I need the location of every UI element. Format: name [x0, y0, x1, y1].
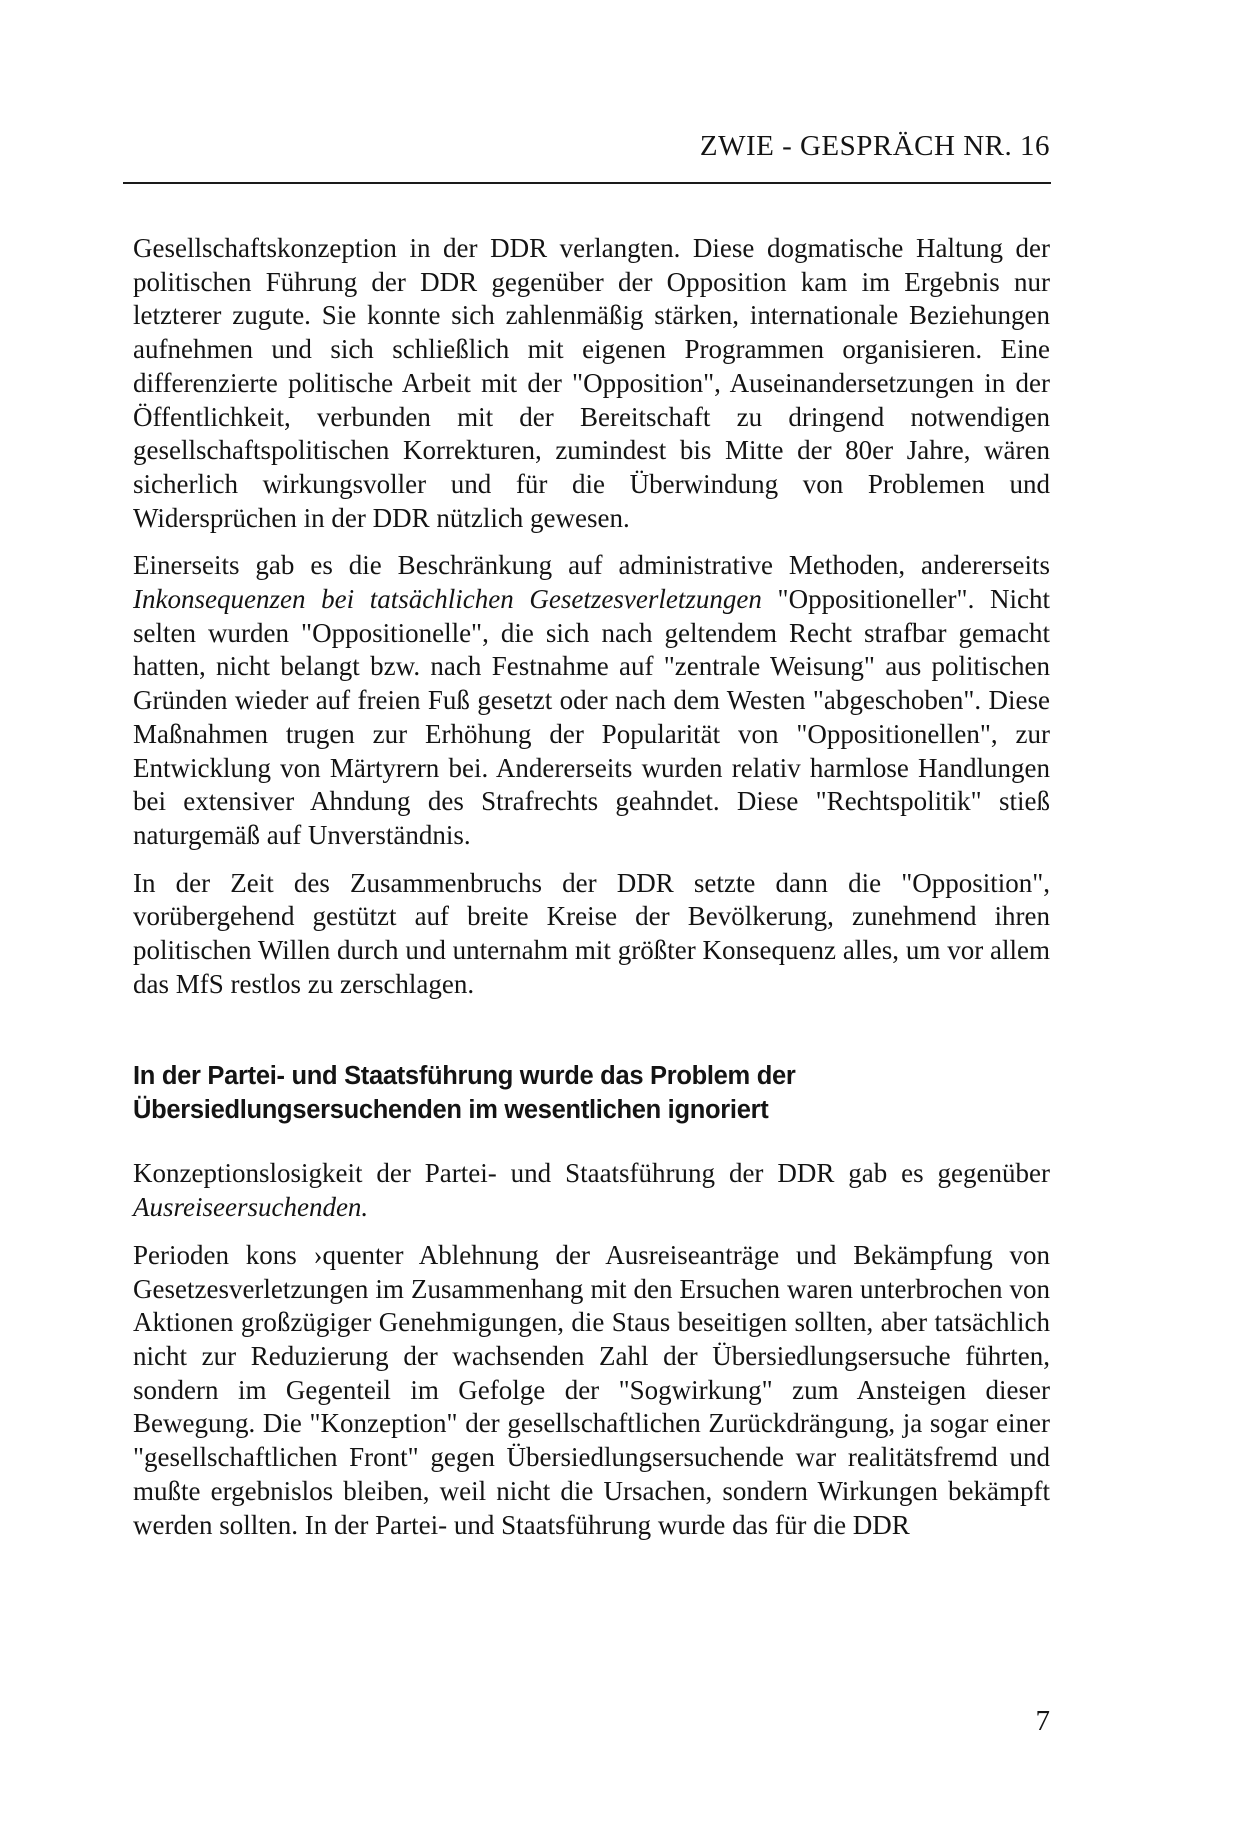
paragraph-4-text: Konzeptionslosigkeit der Partei- und Staatsführung der DDR gab es gegenüber — [133, 1158, 1050, 1189]
running-head: ZWIE - GESPRÄCH NR. 16 — [699, 130, 1050, 162]
paragraph-4 — [133, 1157, 1050, 1224]
paragraph-3: In der Zeit des Zusammenbruchs der DDR setzte dann die "Opposition", vorübergehend gestützt auf breite Kreise der Bevölkerung, zunehmend ihren politischen Willen durch und unternahm mit größter Konsequenz alles, um vor allem das MfS restlos zu zerschlagen. — [133, 867, 1050, 999]
page-number: 7 — [1035, 1705, 1050, 1737]
paragraph-4-italic: Ausreiseersuchenden. — [133, 1192, 369, 1223]
section-heading-line-1: In der Partei- und Staatsführung wurde das Problem der — [133, 1062, 796, 1091]
paragraph-2-italic: Inkonsequenzen bei tatsächlichen Gesetzesverletzungen — [133, 584, 762, 615]
section-heading — [133, 1059, 1050, 1127]
body-text — [133, 232, 1050, 1556]
paragraph-1: Gesellschaftskonzeption in der DDR verlangten. Diese dogmatische Haltung der politischen Führung der DDR gegenüber der Opposition kam im Ergebnis nur letzterer zugute. Sie konnte sich zahlenmäßig stärken, internationale Beziehungen aufnehmen und sich schließlich mit eigenen Programmen organisieren. Eine differenzierte politische Arbeit mit der "Opposition", Auseinandersetzungen in der Öffentlichkeit, verbunden mit der Bereitschaft zu dringend notwendigen gesellschaftspolitischen Korrekturen, zumindest bis Mitte der 80er Jahre, wären sicherlich wirkungsvoller und für die Überwindung von Problemen und Widersprüchen in der DDR nützlich gewesen. — [133, 233, 1050, 533]
header-rule — [123, 182, 1051, 184]
paragraph-2-text-end: "Oppositioneller". Nicht selten wurden "Oppositionelle", die sich nach geltendem Recht strafbar gemacht hatten, nicht belangt bzw. nach Festnahme auf "zentrale Weisung" aus politischen Gründen wieder auf freien Fuß gesetzt oder nach dem Westen "abgeschoben". Diese Maßnahmen trugen zur Erhöhung der Popularität von "Oppositionellen", zur Entwicklung von Märtyrern bei. Andererseits wurden relativ harmlose Handlungen bei extensiver Ahndung des Strafrechts geahndet. Diese "Rechtspolitik" stieß naturgemäß auf Unverständnis. — [133, 584, 1050, 850]
paragraph-2-text-start: Einerseits gab es die Beschränkung auf administrative Methoden, andererseits — [133, 550, 1050, 581]
paragraph-5: Perioden kons ›quenter Ablehnung der Ausreiseanträge und Bekämpfung von Gesetzesverletzungen im Zusammenhang mit den Ersuchen waren unterbrochen von Aktionen großzügiger Genehmigungen, die Staus beseitigen sollten, aber tatsächlich nicht zur Reduzierung der wachsenden Zahl der Übersiedlungsersuche führten, sondern im Gegenteil im Gefolge der "Sogwirkung" zum Ansteigen dieser Bewegung. Die "Konzeption" der gesellschaftlichen Zurückdrängung, ja sogar einer "gesellschaftlichen Front" gegen Übersiedlungsersuchende war realitätsfremd und mußte ergebnislos bleiben, weil nicht die Ursachen, sondern Wirkungen bekämpft werden sollten. In der Partei- und Staatsführung wurde das für die DDR — [133, 1239, 1050, 1540]
section-heading-line-2: Übersiedlungsersuchenden im wesentlichen ignoriert — [133, 1096, 769, 1125]
paragraph-2 — [133, 549, 1050, 852]
